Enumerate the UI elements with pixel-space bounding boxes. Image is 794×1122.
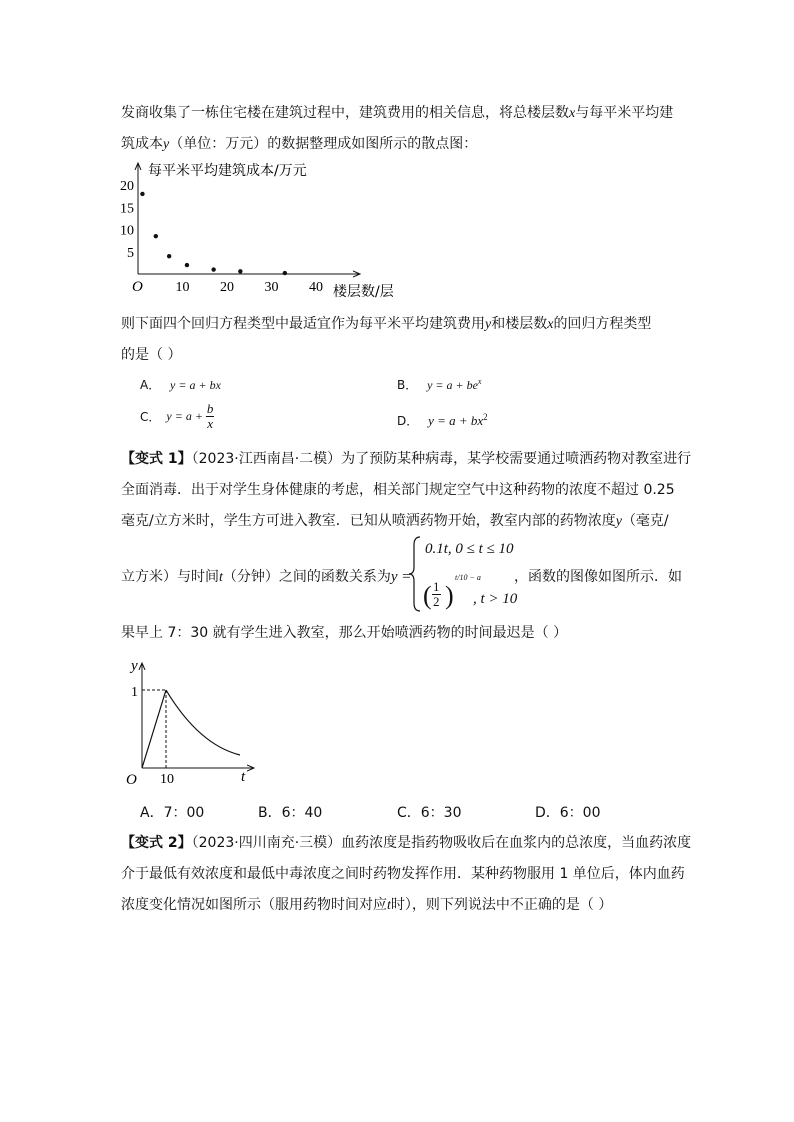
option-a[interactable] (140, 376, 221, 393)
right-paren: ) (445, 581, 454, 610)
scatter-point (283, 271, 287, 275)
v1-option-b[interactable]: B．6：40 (258, 805, 323, 821)
option-b[interactable] (397, 376, 481, 393)
v2-line-3 (121, 894, 612, 914)
scatter-point (238, 269, 242, 273)
scatter-point (167, 254, 171, 258)
v1-option-d[interactable]: D．6：00 (535, 805, 601, 821)
x-tick-10: 10 (160, 772, 174, 787)
x-axis-label: t (241, 769, 246, 785)
scatter-point (154, 234, 158, 238)
v1-line-1 (121, 448, 691, 468)
v1-text: 毫克/立方米时，学生方可进入教室．已知从喷洒药物开始，教室内部的药物浓度 (121, 513, 616, 529)
intro-text: 与每平米平均建 (575, 105, 674, 121)
scatter-chart (120, 157, 394, 302)
option-b-formula: y = a + be (427, 378, 478, 392)
fraction-denominator: 2 (433, 594, 440, 609)
exponent: t/10 − a (455, 573, 481, 582)
piecewise-case-1: 0.1t, 0 ≤ t ≤ 10 (425, 541, 514, 557)
rising-segment (142, 690, 166, 768)
v1-text: （分钟）之间的函数关系为 (222, 569, 391, 585)
intro-text: 筑成本 (121, 136, 163, 152)
v1-tag: 【变式 1】 (121, 451, 192, 467)
y-tick-label: 20 (120, 179, 134, 194)
var-y: y (485, 317, 492, 332)
var-x: x (569, 106, 576, 121)
v1-text: （毫克/ (621, 513, 669, 529)
v1-option-c[interactable]: C．6：30 (397, 805, 462, 821)
v1-text: 立方米）与时间 (121, 569, 219, 585)
var-x: x (547, 317, 554, 332)
v1-line-3 (121, 510, 669, 530)
q1-line-2: 的是（ ） (121, 347, 182, 363)
intro-text: （单位：万元）的数据整理成如图所示的散点图： (169, 136, 478, 152)
q1-text: 和楼层数 (491, 316, 548, 332)
x-tick-label: 10 (175, 280, 190, 295)
v2-line-2: 介于最低有效浓度和最低中毒浓度之间时药物发挥作用．某种药物服用 1 单位后，体内血药 (121, 866, 685, 882)
x-tick-label: 40 (309, 280, 323, 295)
v1-line-5: 果早上 7：30 就有学生进入教室，那么开始喷洒药物的时间最迟是（ ） (121, 625, 568, 641)
scatter-point (185, 263, 189, 267)
var-t: t (387, 898, 391, 913)
var-y: y (615, 514, 622, 529)
scatter-point (140, 192, 144, 196)
origin-label: O (126, 772, 137, 788)
y-axis-label: y (131, 658, 138, 674)
option-d-label: D． (397, 414, 419, 428)
origin-label: O (132, 279, 143, 295)
v1-line-4-left (121, 566, 411, 586)
v2-text: 时），则下列说法中不正确的是（ ） (390, 897, 613, 913)
fraction-numerator: 1 (433, 579, 440, 594)
left-paren: ( (423, 581, 432, 610)
scatter-point (211, 267, 215, 271)
v2-line-1 (121, 832, 691, 852)
v2-text: 血药浓度是指药物吸收后在血浆内的总浓度，当血药浓度 (341, 835, 692, 851)
var-t: t (219, 570, 223, 585)
option-c-fraction (206, 402, 215, 431)
case-2-condition: , t > 10 (473, 591, 518, 607)
v1-option-a[interactable]: A．7：00 (140, 805, 205, 821)
piecewise-brace (408, 535, 422, 613)
option-b-label: B． (397, 378, 418, 392)
x-tick-label: 30 (264, 280, 279, 295)
v1-source: （2023·江西南昌·二模） (191, 451, 342, 467)
v1-line-4-right: ，函数的图像如图所示．如 (514, 569, 682, 585)
var-y: y (163, 137, 170, 152)
v1-line-2: 全面消毒．出于对学生身体健康的考虑，相关部门规定空气中这种药物的浓度不超过 0.25 (121, 482, 675, 498)
option-c-label: C． (140, 410, 161, 424)
y-axis-label: 每平米平均建筑成本/万元 (148, 163, 307, 179)
q1-line-1 (121, 313, 651, 333)
function-lhs: y = (390, 569, 412, 585)
v2-text: 浓度变化情况如图所示（服用药物时间对应 (121, 897, 387, 913)
y-tick-1: 1 (131, 685, 138, 700)
x-tick-label: 20 (220, 280, 234, 295)
v2-tag: 【变式 2】 (121, 835, 192, 851)
v1-text: 为了预防某种病毒，某学校需要通过喷洒药物对教室进行 (341, 451, 692, 467)
intro-text: 发商收集了一栋住宅楼在建筑过程中，建筑费用的相关信息，将总楼层数 (121, 105, 569, 121)
option-d[interactable] (397, 412, 488, 429)
option-a-label: A． (140, 378, 161, 392)
fraction-denominator: x (207, 416, 214, 431)
fraction-numerator: b (206, 401, 214, 416)
option-b-exponent: x (477, 377, 482, 386)
q1-text: 则下面四个回归方程类型中最适宜作为每平米平均建筑费用 (121, 316, 485, 332)
option-c[interactable] (140, 402, 214, 431)
intro-line-1 (121, 102, 673, 122)
y-tick-label: 5 (127, 245, 134, 261)
option-a-formula: y = a + bx (170, 378, 221, 392)
y-tick-label: 15 (120, 201, 134, 217)
y-tick-label: 10 (120, 223, 134, 239)
option-c-formula: y = a + (166, 409, 206, 423)
option-d-formula: y = a + bx (428, 413, 484, 428)
half-fraction (432, 580, 441, 609)
q1-text: 的回归方程类型 (553, 316, 652, 332)
v2-source: （2023·四川南充·三模） (191, 835, 342, 851)
decay-curve (166, 690, 240, 755)
intro-line-2 (121, 133, 477, 153)
x-axis-label: 楼层数/层 (333, 284, 394, 300)
option-d-exponent: 2 (483, 412, 488, 422)
concentration-graph (118, 655, 268, 788)
